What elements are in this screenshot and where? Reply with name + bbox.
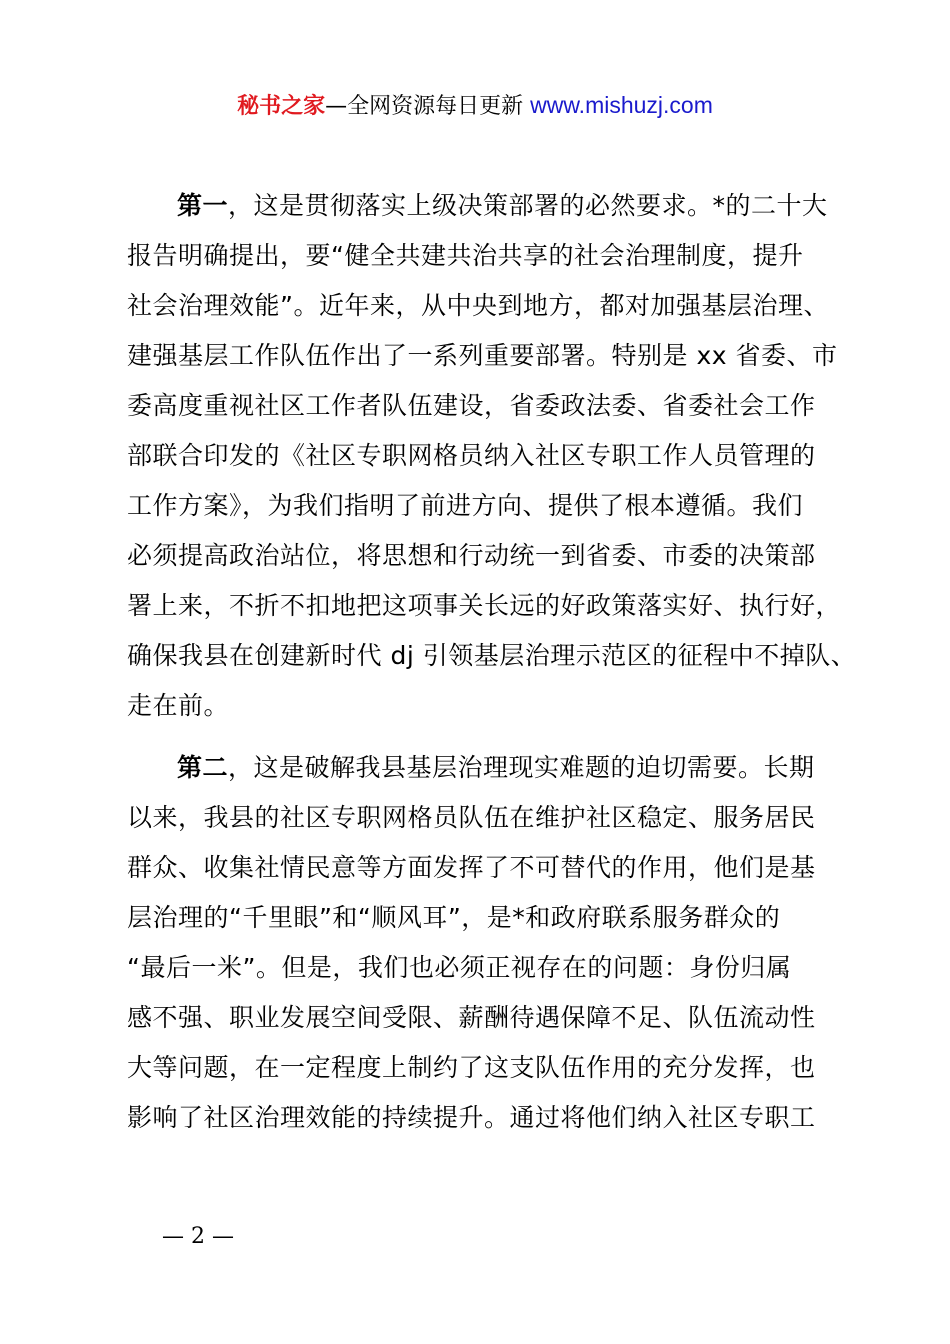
paragraph-line <box>127 743 839 793</box>
paragraph-first <box>127 181 857 731</box>
paragraph-line: 工作方案》，为我们指明了前进方向、提供了根本遵循。我们 <box>127 491 804 520</box>
paragraph-line-text: ，这是贯彻落实上级决策部署的必然要求。*的二十大 <box>228 191 828 220</box>
paragraph-second <box>127 743 839 1143</box>
paragraph-line: 署上来，不折不扣地把这项事关长远的好政策落实好、执行好， <box>127 591 842 620</box>
paragraph-line <box>127 181 839 231</box>
paragraph-line: 委高度重视社区工作者队伍建设，省委政法委、省委社会工作 <box>127 391 816 420</box>
paragraph-line: 群众、收集社情民意等方面发挥了不可替代的作用，他们是基 <box>127 853 816 882</box>
paragraph-line: 走在前。 <box>127 691 230 720</box>
brand-name: 秘书之家 <box>237 94 326 119</box>
paragraph-line: 建强基层工作队伍作出了一系列重要部署。特别是 xx 省委、市 <box>127 341 838 370</box>
paragraph-line: 以来，我县的社区专职网格员队伍在维护社区稳定、服务居民 <box>127 803 816 832</box>
paragraph-lead: 第二 <box>177 753 229 782</box>
paragraph-line: 社会治理效能”。近年来，从中央到地方，都对加强基层治理、 <box>127 291 829 320</box>
document-body <box>127 181 857 1143</box>
header-tagline: —全网资源每日更新 <box>325 94 531 119</box>
paragraph-line: 确保我县在创建新时代 dj 引领基层治理示范区的征程中不掉队、 <box>127 641 857 670</box>
paragraph-line: 大等问题，在一定程度上制约了这支队伍作用的充分发挥，也 <box>127 1053 816 1082</box>
paragraph-line: “最后一米”。但是，我们也必须正视存在的问题：身份归属 <box>127 953 792 982</box>
paragraph-line: 感不强、职业发展空间受限、薪酬待遇保障不足、队伍流动性 <box>127 1003 816 1032</box>
site-header <box>0 88 950 124</box>
paragraph-line: 影响了社区治理效能的持续提升。通过将他们纳入社区专职工 <box>127 1103 816 1132</box>
page-number: — 2 — <box>162 1224 234 1249</box>
paragraph-line: 报告明确提出，要“健全共建共治共享的社会治理制度，提升 <box>127 241 804 270</box>
paragraph-line: 必须提高政治站位，将思想和行动统一到省委、市委的决策部 <box>127 541 816 570</box>
paragraph-line-text: ，这是破解我县基层治理现实难题的迫切需要。长期 <box>228 753 815 782</box>
paragraph-lead: 第一 <box>177 191 229 220</box>
paragraph-line: 部联合印发的《社区专职网格员纳入社区专职工作人员管理的 <box>127 441 816 470</box>
site-url[interactable]: www.mishuzj.com <box>530 92 713 118</box>
paragraph-line: 层治理的“千里眼”和“顺风耳”，是*和政府联系服务群众的 <box>127 903 781 932</box>
